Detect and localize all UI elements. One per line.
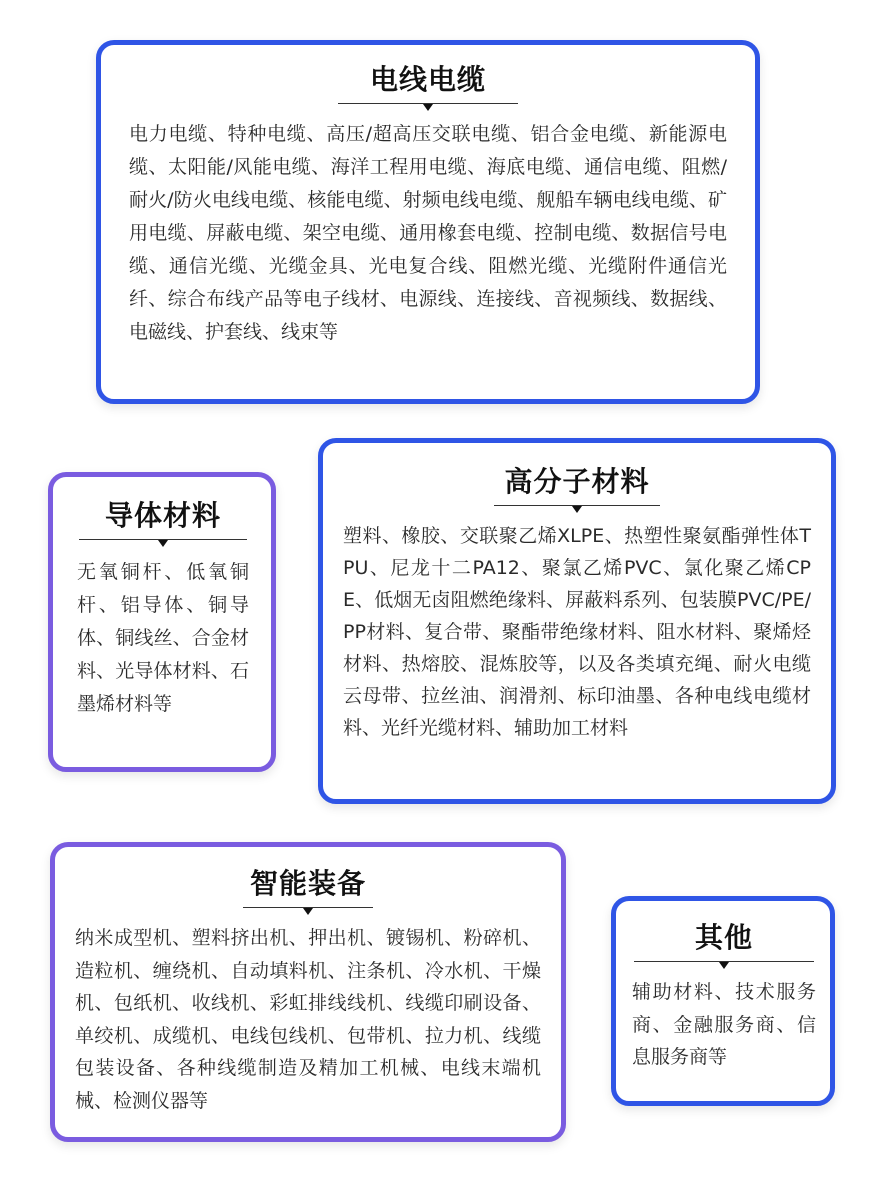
- card-smart-equipment: [50, 842, 566, 1142]
- card-header: [129, 63, 727, 104]
- card-description: 塑料、橡胶、交联聚乙烯XLPE、热塑性聚氨酯弹性体TPU、尼龙十二PA12、聚氯乙烯PVC、氯化聚乙烯CPE、低烟无卤阻燃绝缘料、屏蔽料系列、包装膜PVC/PE/PP材料、复合带、聚酯带绝缘材料、阻水材料、聚烯烃材料、热熔胶、混炼胶等，以及各类填充绳、耐火电缆云母带、拉丝油、润滑剂、标印油墨、各种电线电缆材料、光纤光缆材料、辅助加工材料: [343, 525, 811, 739]
- caret-down-icon: [572, 506, 582, 513]
- card-other: [611, 896, 835, 1106]
- card-header: [75, 867, 541, 908]
- caret-down-icon: [303, 908, 313, 915]
- card-polymer-materials: [318, 438, 836, 804]
- title-divider: [79, 539, 247, 540]
- card-description: 无氧铜杆、低氧铜杆、铝导体、铜导体、铜线丝、合金材料、光导体材料、石墨烯材料等: [77, 561, 249, 715]
- card-description: 辅助材料、技术服务商、金融服务商、信息服务商等: [632, 981, 816, 1068]
- card-conductor-materials: [48, 472, 276, 772]
- title-divider: [243, 907, 373, 908]
- card-title: 导体材料: [104, 499, 221, 532]
- caret-down-icon: [158, 540, 168, 547]
- card-wire-cable: [96, 40, 760, 404]
- card-header: [343, 465, 811, 506]
- card-title: 其他: [694, 921, 753, 954]
- card-description: 纳米成型机、塑料挤出机、押出机、镀锡机、粉碎机、造粒机、缠绕机、自动填料机、注条机、冷水机、干燥机、包纸机、收线机、彩虹排线线机、线缆印刷设备、单绞机、成缆机、电线包线机、包带机、拉力机、线缆包装设备、各种线缆制造及精加工机械、电线末端机械、检测仪器等: [75, 927, 541, 1112]
- caret-down-icon: [719, 962, 729, 969]
- card-header: [632, 921, 816, 962]
- card-title: 高分子材料: [504, 465, 650, 498]
- card-header: [77, 499, 249, 540]
- title-divider: [338, 103, 518, 104]
- title-divider: [634, 961, 814, 962]
- card-title: 智能装备: [249, 867, 366, 900]
- card-description: 电力电缆、特种电缆、高压/超高压交联电缆、铝合金电缆、新能源电缆、太阳能/风能电缆、海洋工程用电缆、海底电缆、通信电缆、阻燃/耐火/防火电线电缆、核能电缆、射频电线电缆、舰船车辆电线电缆、矿用电缆、屏蔽电缆、架空电缆、通用橡套电缆、控制电缆、数据信号电缆、通信光缆、光缆金具、光电复合线、阻燃光缆、光缆附件通信光纤、综合布线产品等电子线材、电源线、连接线、音视频线、数据线、电磁线、护套线、线束等: [129, 123, 727, 343]
- title-divider: [494, 505, 660, 506]
- caret-down-icon: [423, 104, 433, 111]
- card-title: 电线电缆: [369, 63, 486, 96]
